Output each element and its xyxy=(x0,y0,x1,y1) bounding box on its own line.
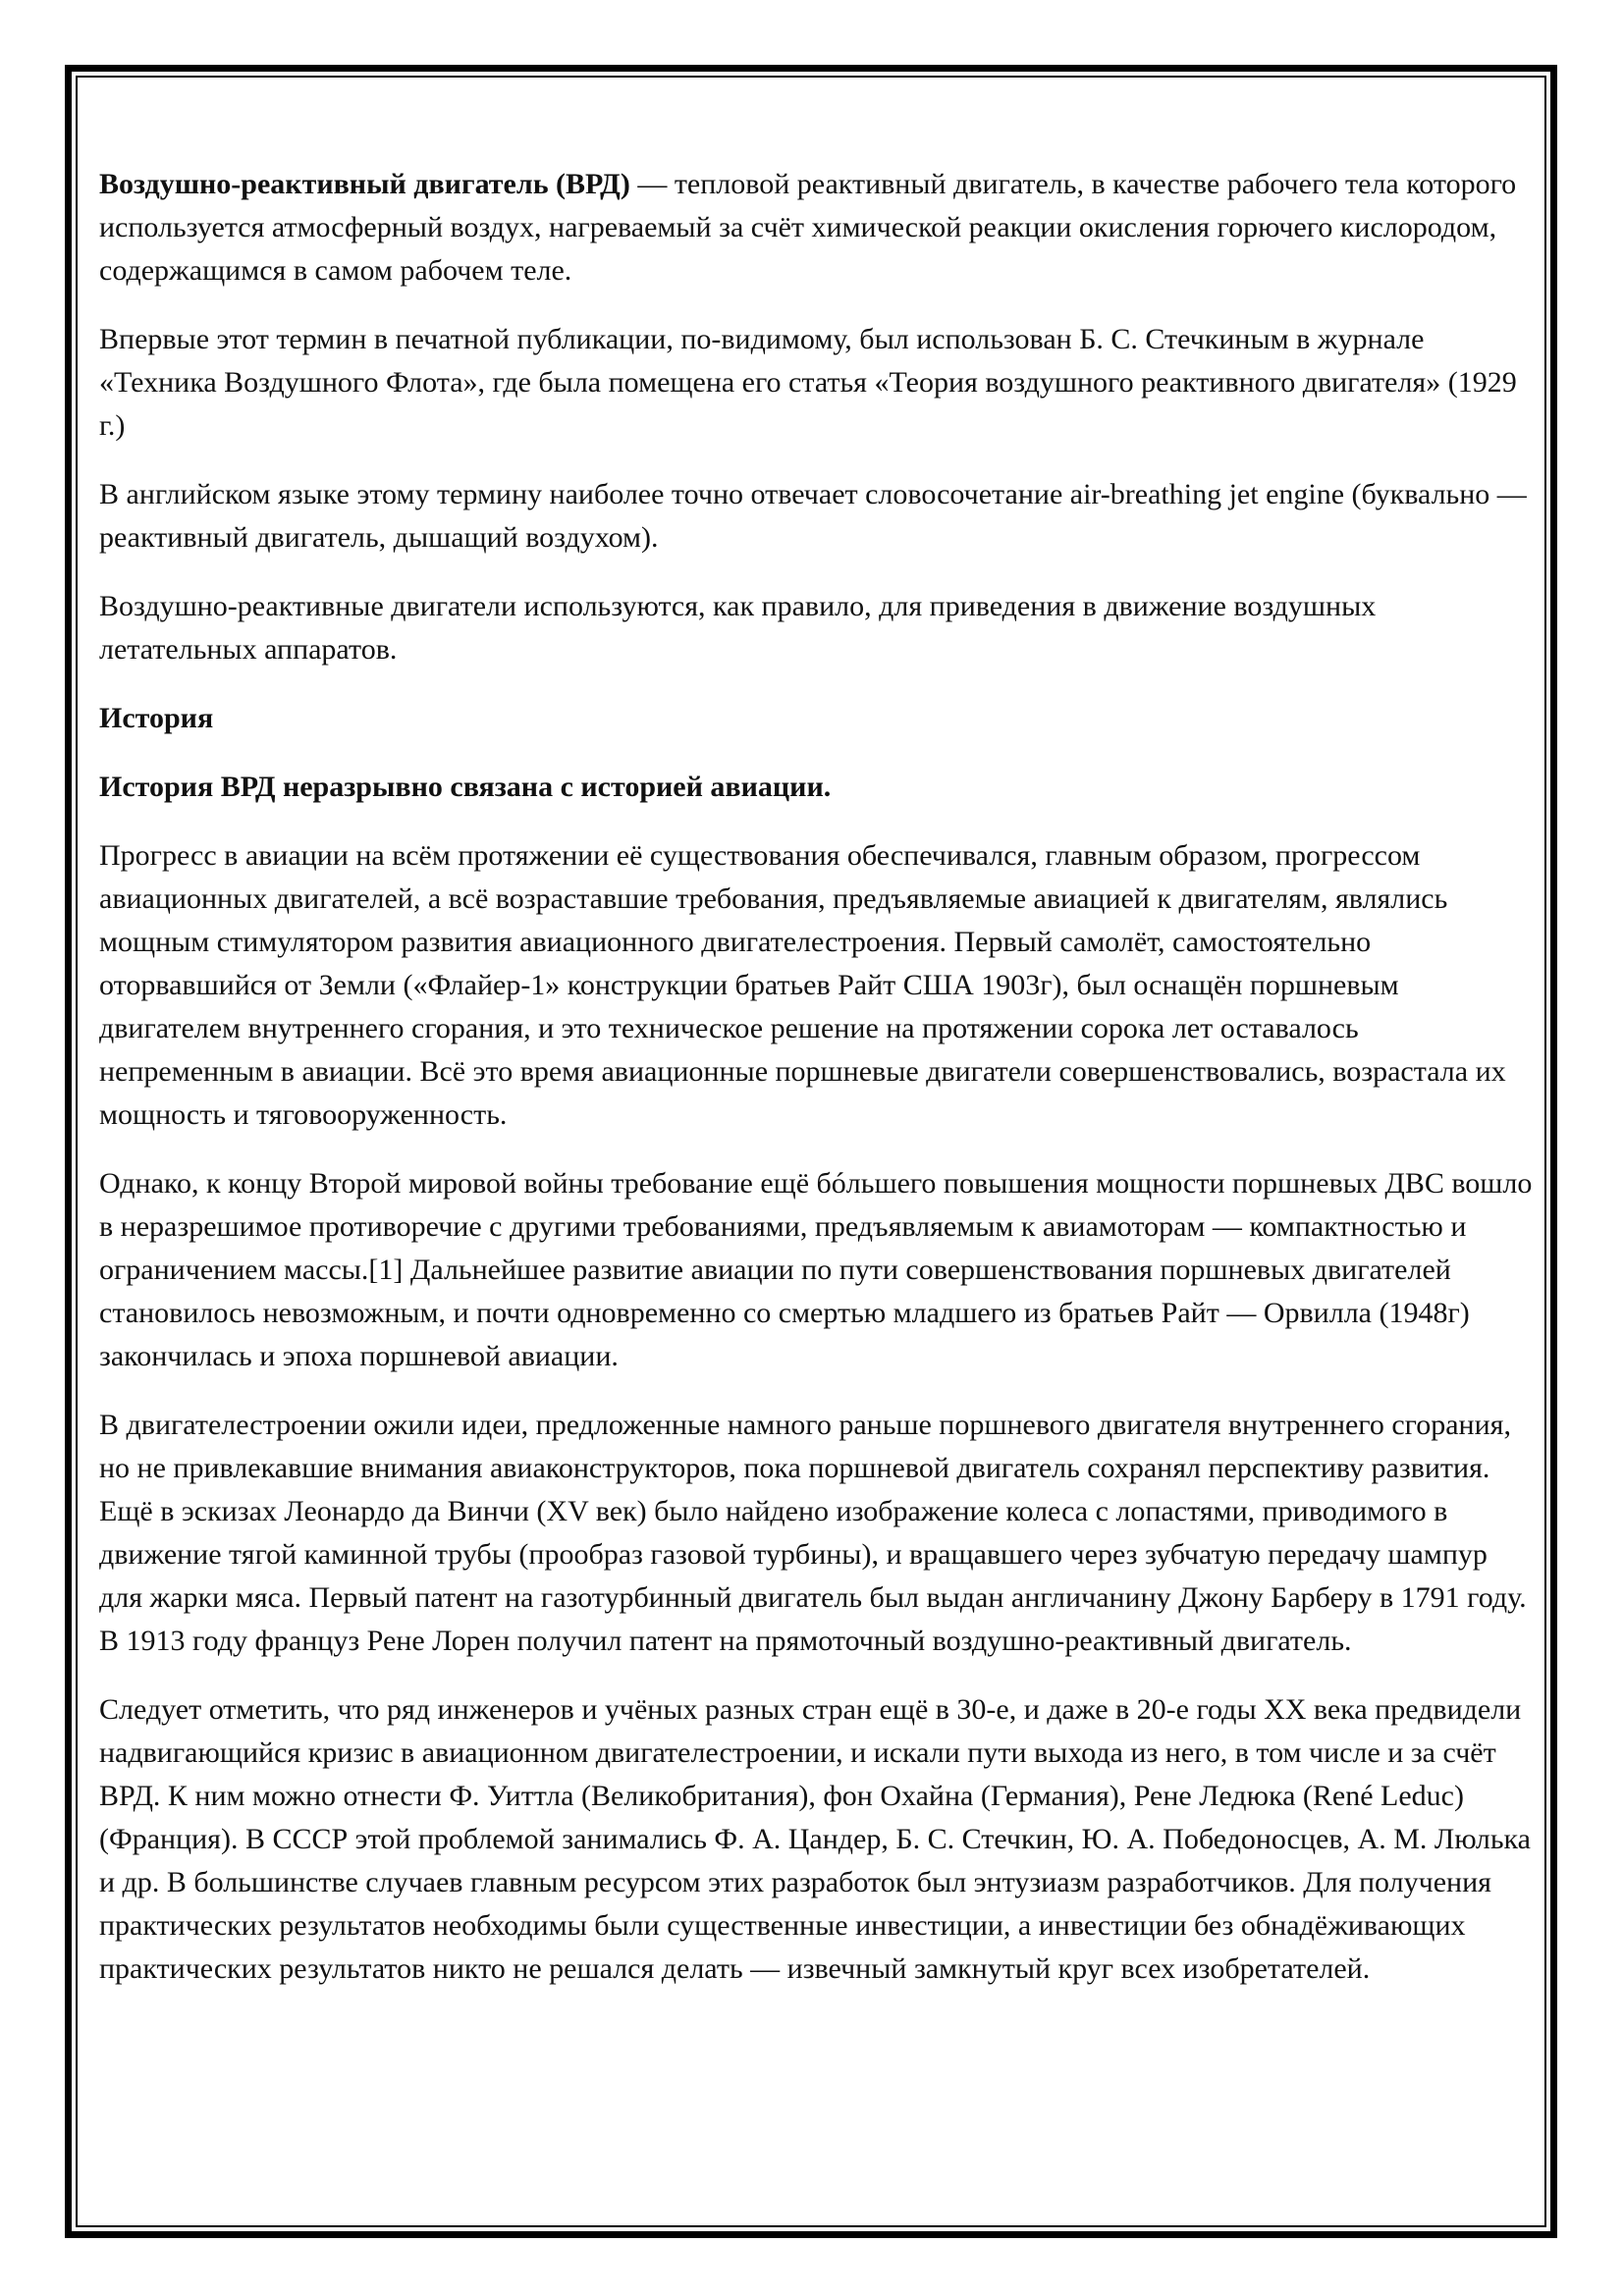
document-body xyxy=(99,163,1533,2016)
paragraph-english-term: В английском языке этому термину наиболее точно отвечает словосочетание air-breathing jet engine (буквально — реактивный двигатель, дышащий воздухом). xyxy=(99,478,1527,554)
paragraph-usage: Воздушно-реактивные двигатели используются, как правило, для приведения в движение воздушных летательных аппаратов. xyxy=(99,590,1377,666)
section-subheading-history: История ВРД неразрывно связана с историей авиации. xyxy=(99,771,832,803)
paragraph-early-ideas: В двигателестроении ожили идеи, предложенные намного раньше поршневого двигателя внутреннего сгорания, но не привлекавшие внимания авиаконструкторов, пока поршневой двигатель сохранял перспективу развития. Ещё в эскизах Леонардо да Винчи (XV век) было найдено изображение колеса с лопастями, приводимого в движение тягой каминной трубы (прообраз газовой турбины), и вращавшего через зубчатую передачу шампур для жарки мяса. Первый патент на газотурбинный двигатель был выдан англичанину Джону Барберу в 1791 году. В 1913 году француз Рене Лорен получил патент на прямоточный воздушно-реактивный двигатель. xyxy=(99,1409,1527,1657)
section-heading-history: История xyxy=(99,702,214,734)
paragraph-progress: Прогресс в авиации на всём протяжении её существования обеспечивался, главным образом, прогрессом авиационных двигателей, а всё возраставшие требования, предъявляемые авиацией к двигателям, являлись мощным стимулятором развития авиационного двигателестроения. Первый самолёт, самостоятельно оторвавшийся от Земли («Флайер-1» конструкции братьев Райт США 1903г), был оснащён поршневым двигателем внутреннего сгорания, и это техническое решение на протяжении сорока лет оставалось непременным в авиации. Всё это время авиационные поршневые двигатели совершенствовались, возрастала их мощность и тяговооруженность. xyxy=(99,839,1506,1131)
paragraph-engineers: Следует отметить, что ряд инженеров и учёных разных стран ещё в 30-е, и даже в 20-е годы XX века предвидели надвигающийся кризис в авиационном двигателестроении, и искали пути выхода из него, в том числе и за счёт ВРД. К ним можно отнести Ф. Уиттла (Великобритания), фон Охайна (Германия), Рене Ледюка (René Leduc) (Франция). В СССР этой проблемой занимались Ф. А. Цандер, Б. С. Стечкин, Ю. А. Победоносцев, А. М. Люлька и др. В большинстве случаев главным ресурсом этих разработок был энтузиазм разработчиков. Для получения практических результатов необходимы были существенные инвестиции, а инвестиции без обнадёживающих практических результатов никто не решался делать — извечный замкнутый круг всех изобретателей. xyxy=(99,1693,1531,1985)
paragraph-first-use: Впервые этот термин в печатной публикации, по-видимому, был использован Б. С. Стечкиным в журнале «Техника Воздушного Флота», где была помещена его статья «Теория воздушного реактивного двигателя» (1929 г.) xyxy=(99,323,1517,442)
paragraph-ww2: Однако, к концу Второй мировой войны требование ещё бóльшего повышения мощности поршневых ДВС вошло в неразрешимое противоречие с другими требованиями, предъявляемым к авиамоторам — компактностью и ограничением массы.[1] Дальнейшее развитие авиации по пути совершенствования поршневых двигателей становилось невозможным, и почти одновременно со смертью младшего из братьев Райт — Орвилла (1948г) закончилась и эпоха поршневой авиации. xyxy=(99,1167,1533,1372)
intro-paragraph xyxy=(99,163,1533,293)
intro-definition: — тепловой реактивный двигатель, в качестве рабочего тела которого используется атмосферный воздух, нагреваемый за счёт химической реакции окисления горючего кислородом, содержащимся в самом рабочем теле. xyxy=(99,168,1517,287)
intro-term: Воздушно-реактивный двигатель (ВРД) xyxy=(99,168,630,200)
